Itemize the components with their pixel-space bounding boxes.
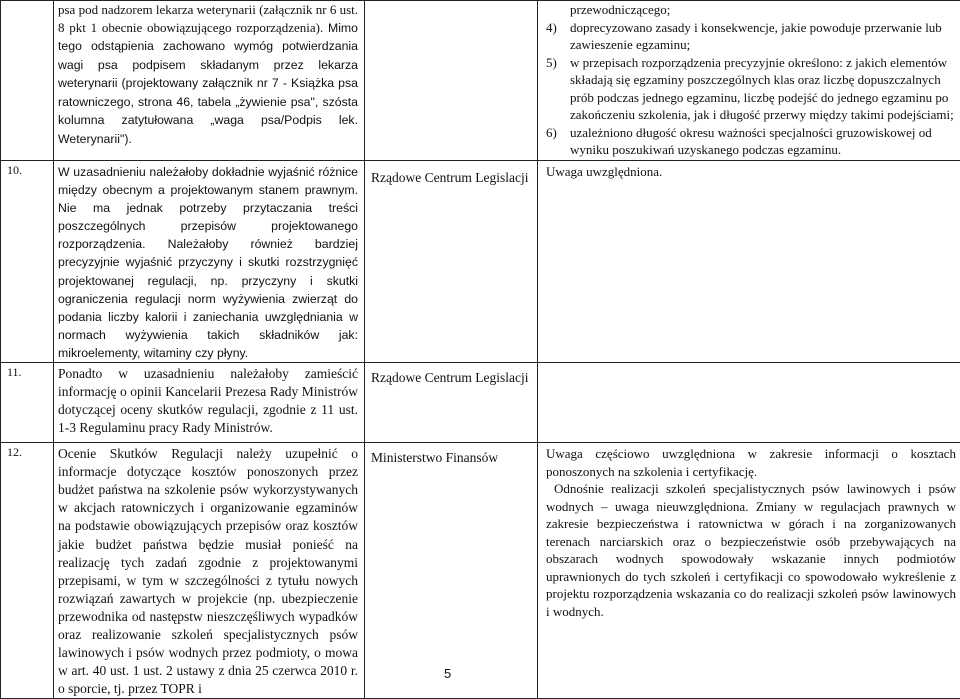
response-text: Odnośnie realizacji szkoleń specjalistycznych psów lawinowych i psów wodnych – uwaga nieuwzględniona. Zmiany w regulacjach prawnych w zakresie bezpieczeństwa i ratownictwa w górach i na zorganizowanych terenach narciarskich oraz o bezpieczeństwie osób przebywających na obszarach wodnych spowodowały wskazanie innych podmiotów uprawnionych do tych szkoleń i certyfikacji co spowodowało wykreślenie z projektu rozporządzenia wskazania co do realizacji szkoleń psów lawinowych i wodnych. <box>546 480 956 620</box>
response-text: Uwaga częściowo uwzględniona w zakresie informacji o kosztach ponoszonych na szkolenia i certyfikację. <box>546 445 956 480</box>
row-number-cell <box>1 161 54 363</box>
table-row <box>1 363 960 443</box>
remark-text: W uzasadnieniu należałoby dokładnie wyjaśnić różnice między obecnym a projektowanym stanem prawnym. <box>58 165 358 197</box>
list-item: 5) w przepisach rozporządzenia precyzyjnie określono: z jakich elementów składają się egzaminy poszczególnych klas oraz liczbę dopuszczalnych prób podczas jednego egzaminu, liczbę podejść do jednego egzaminu po zakończeniu szkolenia, jak i długość przerwy między takimi podejściami; <box>546 54 956 124</box>
remark-cell <box>54 161 365 363</box>
response-lead: przewodniczącego; <box>546 1 956 19</box>
response-points <box>546 19 956 159</box>
response-cell <box>538 363 960 443</box>
list-item: 6) uzależniono długość okresu ważności specjalności gruzowiskowej od wyniku poszukiwań uzyskanego podczas egzaminu. <box>546 124 956 159</box>
institution-cell <box>365 443 538 699</box>
table-row <box>1 1 960 161</box>
response-cell <box>538 161 960 363</box>
table-row <box>1 443 960 699</box>
institution-cell <box>365 363 538 443</box>
list-item: 4) doprecyzowano zasady i konsekwencje, jakie powoduje przerwanie lub zawieszenie egzaminu; <box>546 19 956 54</box>
page-number: 5 <box>444 666 451 681</box>
remark-cell <box>54 1 365 161</box>
response-text: Uwaga uwzględniona. <box>538 161 960 181</box>
row-number: 11. <box>1 363 53 380</box>
institution-cell <box>365 161 538 363</box>
institution-name: Ministerstwo Finansów <box>365 443 537 467</box>
row-number-cell <box>1 363 54 443</box>
remark-cell <box>54 363 365 443</box>
row-number-cell <box>1 443 54 699</box>
remark-text: Ocenie Skutków Regulacji należy uzupełnić o informacje dotyczące kosztów ponoszonych przez budżet państwa na szkolenie psów wykorzystywanych w akcjach ratowniczych i organizowanie egzaminów na podstawie obowiązujących przepisów oraz kosztów jakie budżet państwa będzie musiał ponieść na realizację tych zadań zgodnie z projektowanymi przepisami, w tym w szczególności z tytułu nowych rozwiązań zawartych w projekcie (np. ubezpieczenie przewodnika od następstw nieszczęśliwych wypadków oraz realizowanie szkoleń specjalistycznych psów lawinowych i psów wodnych przez podmioty, o mowa w art. 40 ust. 1 ust. 2 ustawy z dnia 25 czerwca 2010 r. o sporcie, tj. przez TOPR i <box>54 443 364 698</box>
response-cell <box>538 1 960 161</box>
institution-name: Rządowe Centrum Legislacji <box>365 363 537 387</box>
remark-text: psa pod nadzorem lekarza weterynarii (załącznik nr 6 ust. 8 pkt 1 obecnie obowiązującego rozporządzenia). <box>58 2 358 35</box>
institution-name: Rządowe Centrum Legislacji <box>365 161 537 187</box>
remark-text: Ponadto w uzasadnieniu należałoby zamieścić informację o opinii Kancelarii Prezesa Rady Ministrów dotyczącej oceny skutków regulacji, zgodnie z 11 ust. 1-3 Regulaminu pracy Rady Ministrów. <box>54 363 364 437</box>
row-number-cell <box>1 1 54 161</box>
response-cell <box>538 443 960 699</box>
row-number: 12. <box>1 443 53 460</box>
remark-text: Nie ma jednak potrzeby przytaczania treści poszczególnych przepisów projektowanego rozporządzenia. Należałoby również bardziej precyzyjnie wyjaśnić przyczyny i skutki rozstrzygnięć projektowanej regulacji, np. przyczyny i skutki ograniczenia regulacji norm wyżywienia zwierząt do podania liczby kalorii i zaniechania uwzględniania w normach wyżywienia takich składników jak: mikroelementy, witaminy czy płyny. <box>58 201 358 360</box>
row-number: 10. <box>1 161 53 178</box>
institution-cell <box>365 1 538 161</box>
remark-text: Mimo tego odstąpienia zachowano wymóg potwierdzania wagi psa podpisem składanym przez lekarza weterynarii (projektowany załącznik nr 7 - Książka psa ratowniczego, strona 46, tabela „żywienie psa", szósta kolumna zatytułowana „waga psa/Podpis lek. Weterynarii"). <box>58 21 358 146</box>
table-row <box>1 161 960 363</box>
remark-cell <box>54 443 365 699</box>
